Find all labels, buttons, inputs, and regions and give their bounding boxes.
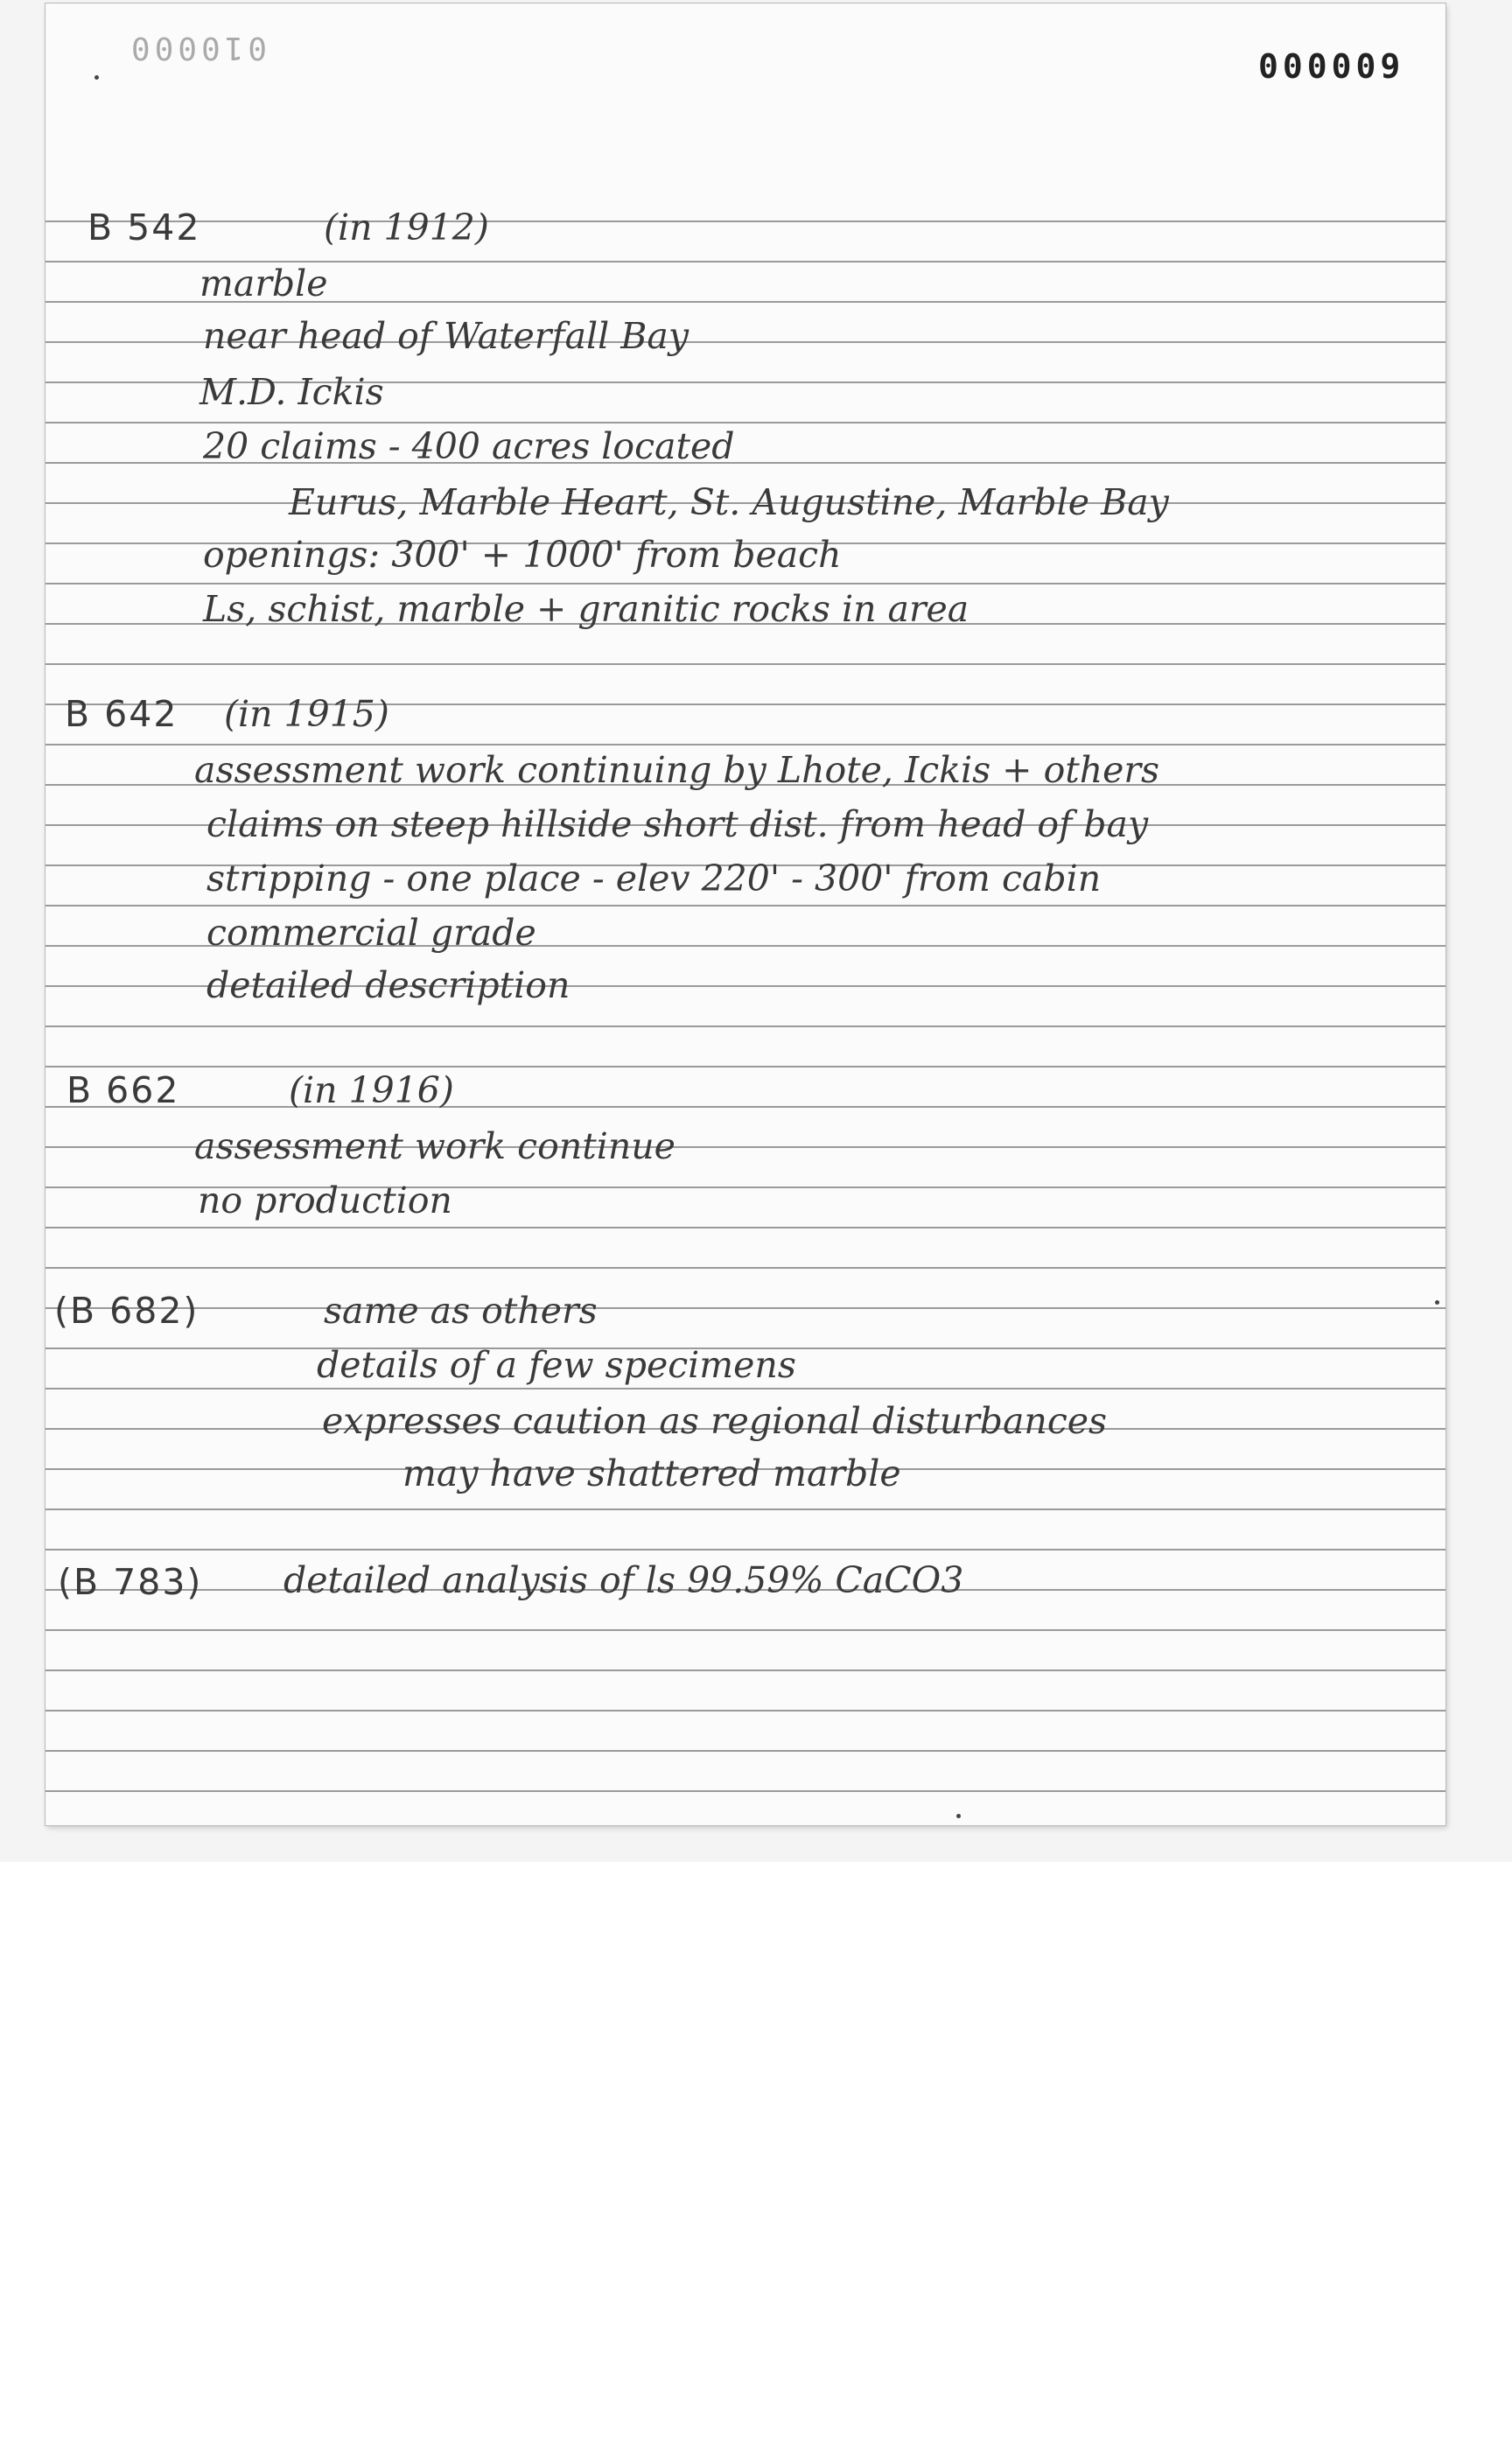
entry-ref: (B 783)	[58, 1561, 203, 1603]
ink-mark	[94, 75, 99, 80]
entry-line: may have shattered marble	[402, 1452, 901, 1494]
entry-line: marble	[200, 262, 328, 304]
entry-line: detailed analysis of ls 99.59% CaCO3	[284, 1559, 964, 1601]
entry-line: expresses caution as regional disturbances	[322, 1400, 1108, 1442]
entry-line: Eurus, Marble Heart, St. Augustine, Marble Bay	[289, 481, 1169, 523]
entry-line: no production	[198, 1180, 452, 1222]
entry-year: (in 1912)	[324, 206, 489, 248]
entry-ref: (B 682)	[54, 1290, 200, 1332]
entry-line: detailed description	[206, 964, 570, 1006]
ink-mark	[1435, 1300, 1439, 1305]
entry-line: claims on steep hillside short dist. from head of bay	[206, 803, 1149, 845]
entry-line: details of a few specimens	[317, 1344, 796, 1386]
entry-ref: B 542	[88, 206, 201, 248]
entry-year: (in 1915)	[224, 693, 389, 735]
faded-stamp-number: 010000	[127, 30, 268, 66]
entry-line: openings: 300' + 1000' from beach	[203, 534, 842, 576]
entry-line: Ls, schist, marble + granitic rocks in area	[203, 588, 970, 630]
entry-line: stripping - one place - elev 220' - 300' from cabin	[206, 858, 1102, 900]
sheet-bottom-margin	[46, 1808, 1446, 1825]
entry-line: assessment work continue	[194, 1125, 676, 1167]
entry-line: commercial grade	[206, 912, 536, 954]
entry-line: 20 claims - 400 acres located	[203, 425, 735, 467]
entry-line: assessment work continuing by Lhote, Ickis + others	[194, 749, 1160, 791]
page-stamp-number: 000009	[1258, 47, 1405, 86]
ink-mark	[956, 1814, 961, 1818]
entry-year: (in 1916)	[289, 1069, 454, 1111]
entry-ref: B 662	[66, 1069, 180, 1111]
entry-line: M.D. Ickis	[200, 371, 384, 413]
entry-ref: B 642	[65, 693, 178, 735]
entry-line: same as others	[324, 1290, 598, 1332]
entry-line: near head of Waterfall Bay	[203, 315, 690, 357]
